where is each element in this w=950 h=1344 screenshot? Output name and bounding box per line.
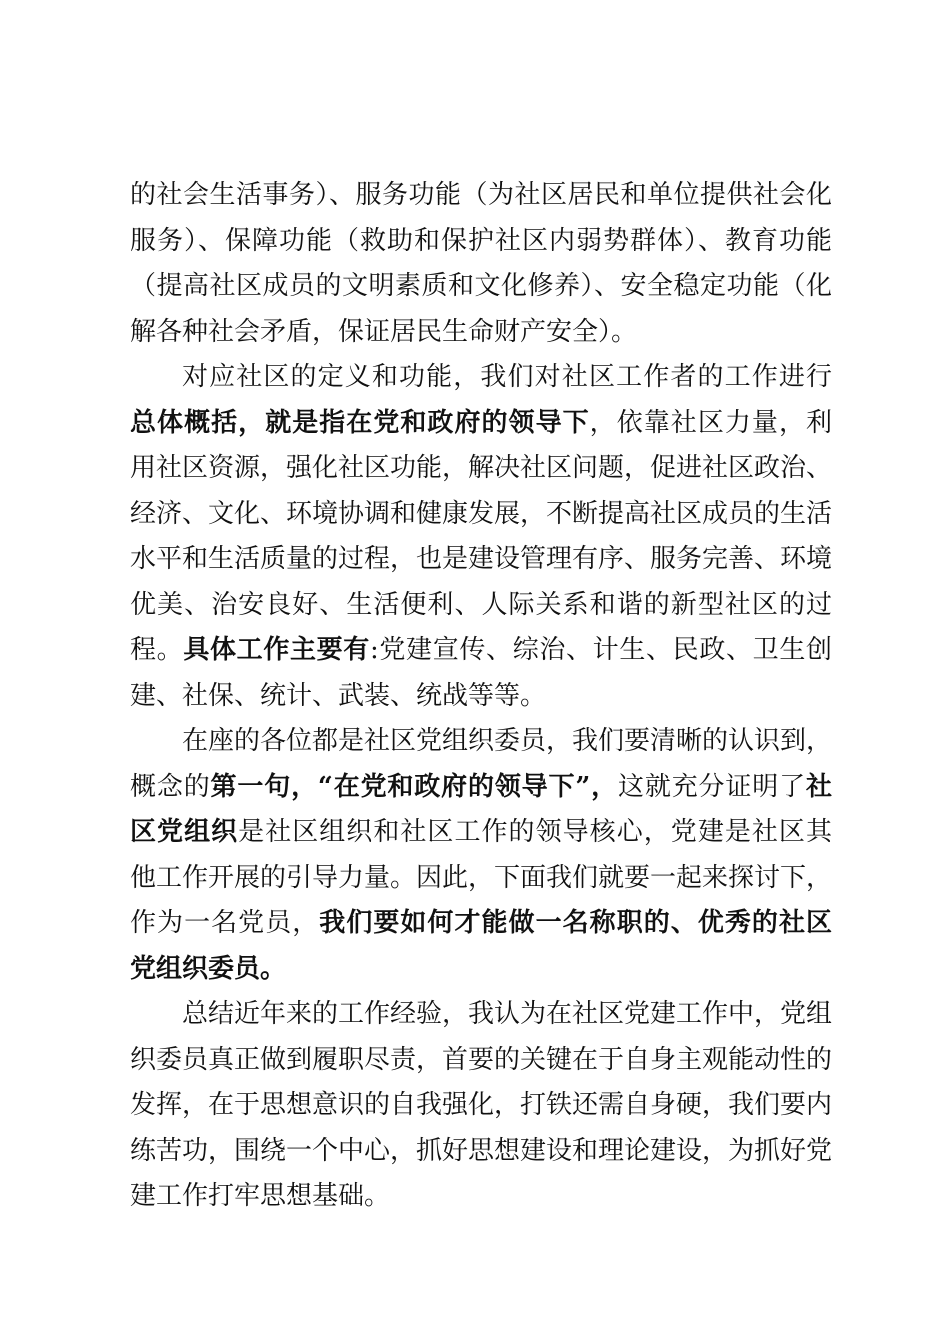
paragraph-work-experience bbox=[130, 992, 832, 1220]
paragraph-work-overview bbox=[130, 355, 832, 719]
text-run: 在座的各位都是社区党组织委员，我们要清晰的认识到，概念的 bbox=[130, 726, 833, 802]
bold-text-run: 具体工作主要有 bbox=[183, 635, 370, 665]
text-run: 对应社区的定义和功能，我们对社区工作者的工作进行 bbox=[182, 362, 832, 392]
text-run: 总结近年来的工作经验，我认为在社区党建工作中，党组织委员真正做到履职尽责，首要的关键在于自身主观能动性的发挥，在于思想意识的自我强化，打铁还需自身硬，我们要内练苦功，围绕一个中心，抓好思想建设和理论建设，为抓好党建工作打牢思想基础。 bbox=[130, 999, 833, 1211]
paragraph-party-leadership bbox=[130, 719, 832, 992]
text-run: ，依靠社区力量，利用社区资源，强化社区功能，解决社区问题，促进社区政治、经济、文化、环境协调和健康发展，不断提高社区成员的生活水平和生活质量的过程，也是建设管理有序、服务完善、环境优美、治安良好、生活便利、人际关系和谐的新型社区的过程。 bbox=[130, 407, 833, 665]
text-run: 是社区组织和社区工作的领导核心，党建是社区其他工作开展的引导力量。因此，下面我们就要一起来探讨下，作为一名党员， bbox=[130, 817, 833, 938]
document-body bbox=[130, 173, 832, 1220]
text-run: 的社会生活事务）、服务功能（为社区居民和单位提供社会化服务）、保障功能（救助和保护社区内弱势群体）、教育功能（提高社区成员的文明素质和文化修养）、安全稳定功能（化解各种社会矛盾，保证居民生命财产安全）。 bbox=[130, 180, 832, 347]
text-run: 这就充分证明了 bbox=[618, 771, 806, 802]
bold-text-run: 总体概括，就是指在党和政府的领导下 bbox=[130, 407, 590, 438]
bold-text-run: 我们要如何才能做一名称职的、优秀的社区党组织委员。 bbox=[130, 908, 832, 984]
text-run: :党建宣传、综治、计生、民政、卫生创建、社保、统计、武装、统战等等。 bbox=[130, 635, 832, 711]
paragraph-community-functions bbox=[130, 173, 832, 355]
bold-text-run: 社区党组织 bbox=[130, 771, 832, 847]
bold-text-run: 第一句，“在党和政府的领导下”， bbox=[210, 771, 619, 802]
